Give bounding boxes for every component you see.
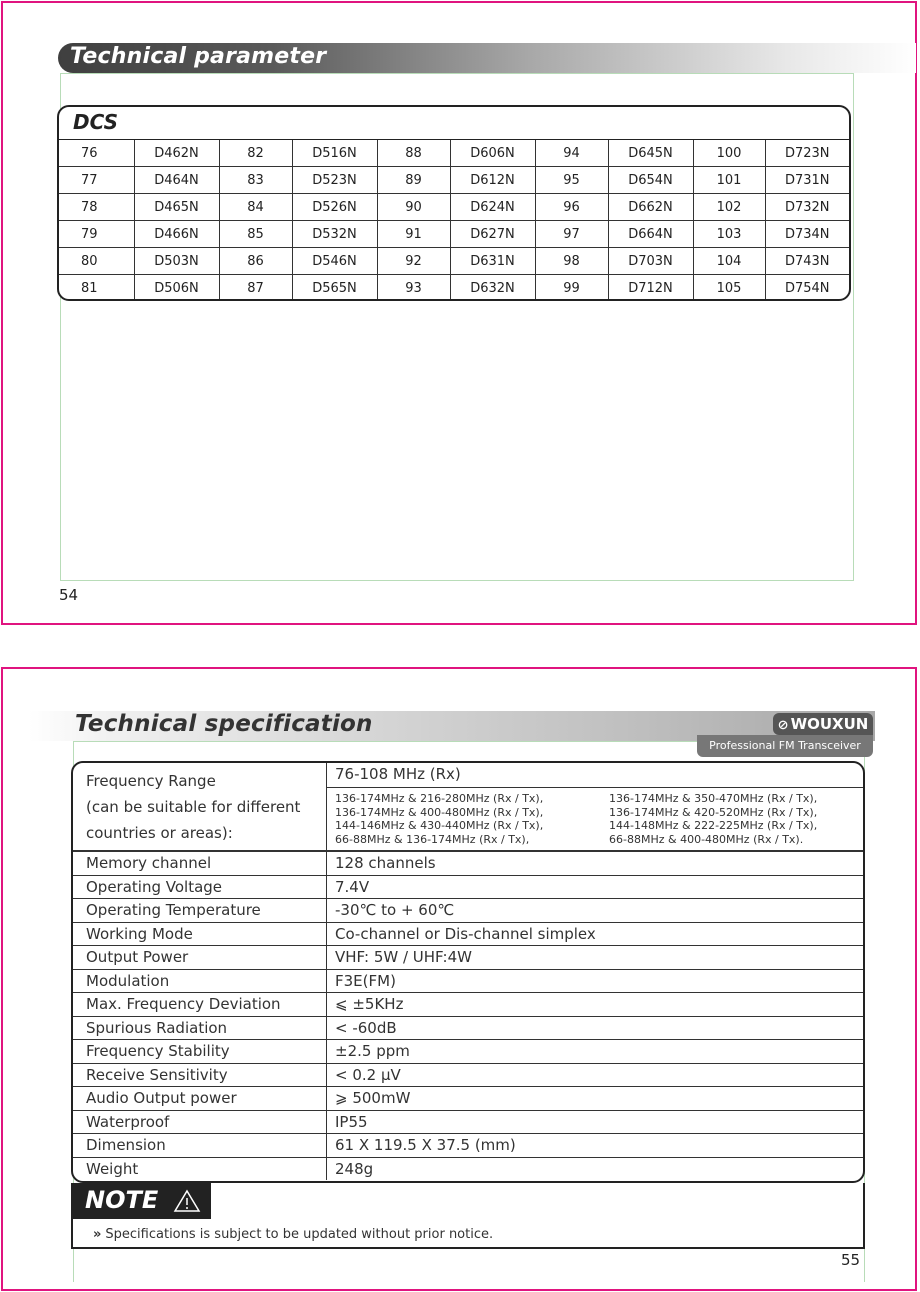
dcs-row bbox=[59, 140, 849, 167]
dcs-code-cell: D526N bbox=[292, 194, 377, 221]
spec-row bbox=[73, 1064, 863, 1088]
dcs-index-cell: 88 bbox=[377, 140, 450, 167]
spec-value: ⩾ 500mW bbox=[335, 1089, 411, 1107]
spec-row bbox=[73, 970, 863, 994]
dcs-code-cell: D612N bbox=[450, 167, 535, 194]
dcs-code-cell: D703N bbox=[608, 248, 693, 275]
spec-value: 7.4V bbox=[335, 877, 370, 896]
spec-row bbox=[73, 993, 863, 1017]
dcs-index-cell: 85 bbox=[219, 221, 292, 248]
spec-value: 248g bbox=[335, 1159, 374, 1178]
spec-row bbox=[73, 1158, 863, 1181]
spec-row bbox=[73, 1134, 863, 1158]
dcs-code-cell: D532N bbox=[292, 221, 377, 248]
dcs-index-cell: 100 bbox=[693, 140, 765, 167]
dcs-index-cell: 104 bbox=[693, 248, 765, 275]
page-title: Technical parameter bbox=[70, 44, 327, 69]
dcs-code-cell: D734N bbox=[765, 221, 849, 248]
dcs-index-cell: 77 bbox=[59, 167, 134, 194]
spec-value: -30℃ to + 60℃ bbox=[335, 901, 455, 919]
frequency-main: 76-108 MHz (Rx) bbox=[327, 763, 863, 788]
spec-label: Frequency Stability bbox=[73, 1040, 327, 1063]
logo-mark-icon: ⊘ bbox=[777, 718, 789, 733]
spec-value: 128 channels bbox=[335, 854, 436, 872]
spec-row bbox=[73, 899, 863, 923]
spec-row bbox=[73, 1111, 863, 1135]
spec-row bbox=[73, 851, 863, 876]
dcs-code-cell: D466N bbox=[134, 221, 219, 248]
spec-value: < 0.2 μV bbox=[335, 1065, 401, 1084]
dcs-code-cell: D546N bbox=[292, 248, 377, 275]
spec-label: Weight bbox=[73, 1158, 327, 1181]
dcs-code-cell: D664N bbox=[608, 221, 693, 248]
brand-logo bbox=[697, 713, 873, 759]
dcs-index-cell: 81 bbox=[59, 275, 134, 302]
dcs-code-cell: D523N bbox=[292, 167, 377, 194]
dcs-index-cell: 105 bbox=[693, 275, 765, 302]
spec-label: Memory channel bbox=[73, 852, 327, 875]
dcs-code-cell: D506N bbox=[134, 275, 219, 302]
dcs-index-cell: 82 bbox=[219, 140, 292, 167]
dcs-code-cell: D631N bbox=[450, 248, 535, 275]
dcs-heading: DCS bbox=[73, 110, 118, 134]
dcs-code-cell: D632N bbox=[450, 275, 535, 302]
dcs-index-cell: 80 bbox=[59, 248, 134, 275]
spec-value: 61 X 119.5 X 37.5 (mm) bbox=[335, 1136, 516, 1154]
spec-row bbox=[73, 946, 863, 970]
dcs-code-cell: D624N bbox=[450, 194, 535, 221]
note-tag bbox=[73, 1183, 211, 1219]
dcs-index-cell: 94 bbox=[535, 140, 608, 167]
spec-label: Output Power bbox=[73, 946, 327, 969]
dcs-row bbox=[59, 167, 849, 194]
dcs-index-cell: 102 bbox=[693, 194, 765, 221]
dcs-code-cell: D462N bbox=[134, 140, 219, 167]
dcs-row bbox=[59, 275, 849, 302]
page-number: 54 bbox=[59, 586, 79, 604]
dcs-index-cell: 93 bbox=[377, 275, 450, 302]
dcs-code-cell: D565N bbox=[292, 275, 377, 302]
dcs-code-cell: D712N bbox=[608, 275, 693, 302]
dcs-index-cell: 84 bbox=[219, 194, 292, 221]
dcs-code-cell: D732N bbox=[765, 194, 849, 221]
dcs-index-cell: 91 bbox=[377, 221, 450, 248]
dcs-code-cell: D731N bbox=[765, 167, 849, 194]
dcs-code-cell: D503N bbox=[134, 248, 219, 275]
spec-label: Working Mode bbox=[73, 923, 327, 946]
brand-tagline: Professional FM Transceiver bbox=[697, 735, 873, 757]
dcs-index-cell: 76 bbox=[59, 140, 134, 167]
dcs-table-box bbox=[57, 105, 851, 301]
spec-label: Max. Frequency Deviation bbox=[73, 993, 327, 1016]
double-chevron-icon: » bbox=[93, 1227, 102, 1242]
dcs-index-cell: 92 bbox=[377, 248, 450, 275]
dcs-code-cell: D516N bbox=[292, 140, 377, 167]
dcs-index-cell: 78 bbox=[59, 194, 134, 221]
dcs-code-cell: D464N bbox=[134, 167, 219, 194]
page-55 bbox=[1, 667, 917, 1291]
dcs-index-cell: 87 bbox=[219, 275, 292, 302]
dcs-index-cell: 86 bbox=[219, 248, 292, 275]
dcs-index-cell: 90 bbox=[377, 194, 450, 221]
brand-name: ⊘ WOUXUN bbox=[773, 713, 873, 735]
spec-label: Receive Sensitivity bbox=[73, 1064, 327, 1087]
frequency-row bbox=[73, 763, 863, 851]
spec-table bbox=[71, 761, 865, 1183]
spec-label: Operating Voltage bbox=[73, 876, 327, 899]
note-heading: NOTE bbox=[85, 1186, 159, 1214]
frequency-label: Frequency Range (can be suitable for different countries or areas): bbox=[73, 763, 327, 850]
dcs-index-cell: 89 bbox=[377, 167, 450, 194]
dcs-index-cell: 99 bbox=[535, 275, 608, 302]
title-bar bbox=[58, 43, 916, 73]
spec-label: Waterproof bbox=[73, 1111, 327, 1134]
spec-row bbox=[73, 1017, 863, 1041]
note-box bbox=[71, 1183, 865, 1249]
spec-label: Spurious Radiation bbox=[73, 1017, 327, 1040]
dcs-code-cell: D606N bbox=[450, 140, 535, 167]
spec-row bbox=[73, 1040, 863, 1064]
dcs-index-cell: 79 bbox=[59, 221, 134, 248]
warning-icon bbox=[173, 1189, 201, 1213]
frequency-options: 136-174MHz & 216-280MHz (Rx / Tx), 136-174MHz & 350-470MHz (Rx / Tx), 136-174MHz & 400-480MHz (Rx / Tx), 136-174MHz & 420-520MHz (Rx / Tx), 144-146MHz & 430-440MHz (Rx / Tx), 144-148MHz & 222-225MHz (Rx / Tx), 66-88MHz & 136-174MHz (Rx / Tx), 66-88MHz & 400-480MHz (Rx / Tx). bbox=[335, 792, 818, 846]
spec-row bbox=[73, 1087, 863, 1111]
dcs-table bbox=[59, 140, 849, 301]
page-54 bbox=[1, 1, 917, 625]
dcs-row bbox=[59, 248, 849, 275]
page-number: 55 bbox=[841, 1251, 861, 1269]
spec-label: Dimension bbox=[73, 1134, 327, 1157]
frequency-value bbox=[327, 763, 863, 850]
dcs-row bbox=[59, 221, 849, 248]
dcs-index-cell: 83 bbox=[219, 167, 292, 194]
spec-row bbox=[73, 876, 863, 900]
dcs-code-cell: D465N bbox=[134, 194, 219, 221]
dcs-code-cell: D723N bbox=[765, 140, 849, 167]
spec-label: Modulation bbox=[73, 970, 327, 993]
dcs-index-cell: 96 bbox=[535, 194, 608, 221]
dcs-code-cell: D662N bbox=[608, 194, 693, 221]
dcs-code-cell: D645N bbox=[608, 140, 693, 167]
spec-value: ⩽ ±5KHz bbox=[335, 995, 404, 1013]
dcs-code-cell: D627N bbox=[450, 221, 535, 248]
spec-row bbox=[73, 923, 863, 947]
spec-value: VHF: 5W / UHF:4W bbox=[335, 948, 472, 966]
dcs-index-cell: 95 bbox=[535, 167, 608, 194]
spec-value: IP55 bbox=[335, 1112, 368, 1131]
spec-label: Audio Output power bbox=[73, 1087, 327, 1110]
spec-value: < -60dB bbox=[335, 1018, 397, 1037]
dcs-code-cell: D654N bbox=[608, 167, 693, 194]
dcs-index-cell: 101 bbox=[693, 167, 765, 194]
spec-value: F3E(FM) bbox=[335, 971, 396, 990]
dcs-index-cell: 103 bbox=[693, 221, 765, 248]
dcs-code-cell: D754N bbox=[784, 280, 830, 296]
dcs-heading-row bbox=[59, 107, 849, 140]
dcs-code-cell: D743N bbox=[765, 248, 849, 275]
page-title: Technical specification bbox=[75, 711, 373, 737]
spec-label: Operating Temperature bbox=[73, 899, 327, 922]
spec-value: Co-channel or Dis-channel simplex bbox=[335, 924, 596, 943]
note-text: » Specifications is subject to be updated without prior notice. bbox=[93, 1227, 494, 1242]
dcs-index-cell: 97 bbox=[535, 221, 608, 248]
dcs-row bbox=[59, 194, 849, 221]
spec-value: ±2.5 ppm bbox=[335, 1042, 410, 1060]
dcs-index-cell: 98 bbox=[535, 248, 608, 275]
